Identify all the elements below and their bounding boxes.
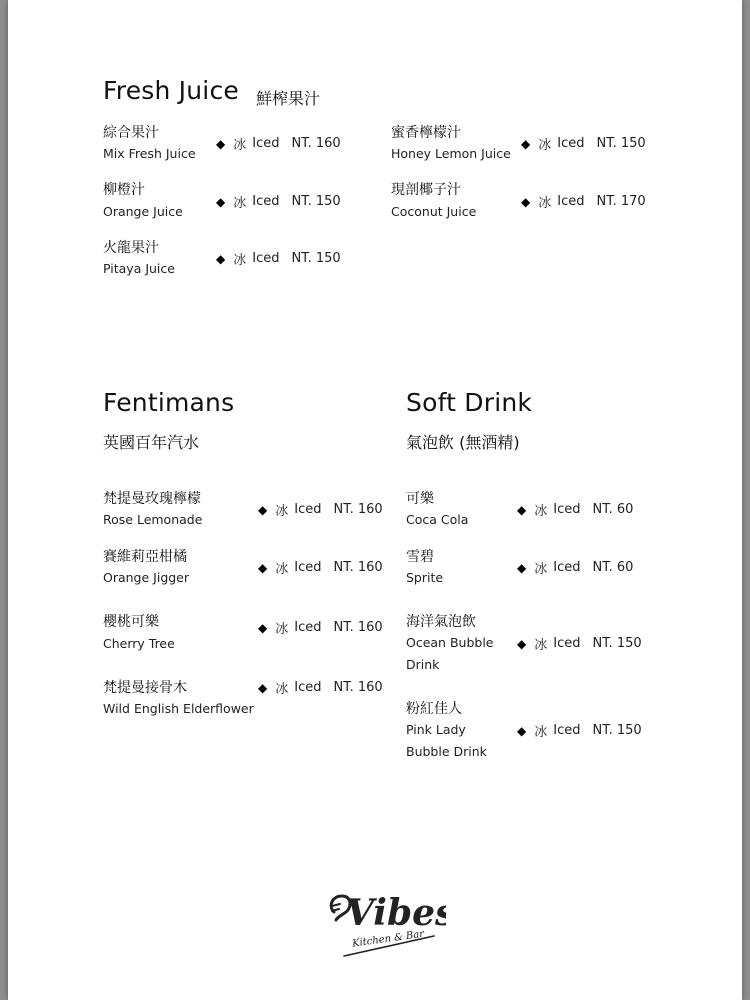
item-name-zh: 賽維莉亞柑橘 bbox=[103, 549, 187, 565]
item-name-en: Orange Jigger bbox=[103, 570, 190, 585]
item-price-row bbox=[216, 134, 341, 153]
diamond-bullet-icon: ◆ bbox=[216, 251, 226, 266]
diamond-bullet-icon: ◆ bbox=[521, 194, 531, 209]
diamond-bullet-icon: ◆ bbox=[521, 136, 531, 151]
item-price: NT. 160 bbox=[333, 620, 383, 635]
item-name-en: Honey Lemon Juice bbox=[391, 146, 511, 161]
item-name-en: Coconut Juice bbox=[391, 204, 477, 219]
item-name-zh: 梵提曼接骨木 bbox=[103, 680, 187, 696]
item-price-row bbox=[517, 721, 642, 740]
ice-label-en: Iced bbox=[553, 560, 581, 575]
ice-label-zh: 冰 bbox=[534, 725, 548, 740]
ice-label-en: Iced bbox=[252, 136, 280, 151]
item-name-en: Cherry Tree bbox=[103, 636, 175, 651]
item-name-en: Rose Lemonade bbox=[103, 512, 203, 527]
item-name-zh: 綜合果汁 bbox=[103, 125, 159, 141]
item-name-zh: 蜜香檸檬汁 bbox=[391, 125, 461, 141]
diamond-bullet-icon: ◆ bbox=[258, 620, 268, 635]
ice-label-zh: 冰 bbox=[233, 138, 247, 153]
item-name-en: Coca Cola bbox=[406, 512, 469, 527]
fresh-juice-title: Fresh Juice bbox=[103, 76, 239, 105]
vibes-logo-graphic bbox=[326, 880, 446, 960]
item-name-en: Wild English Elderflower bbox=[103, 701, 254, 716]
item-price: NT. 150 bbox=[592, 636, 642, 651]
ice-label-zh: 冰 bbox=[538, 196, 552, 211]
item-price: NT. 160 bbox=[333, 680, 383, 695]
item-price: NT. 160 bbox=[333, 502, 383, 517]
ice-label-en: Iced bbox=[553, 502, 581, 517]
diamond-bullet-icon: ◆ bbox=[216, 136, 226, 151]
item-name-zh: 雪碧 bbox=[406, 549, 434, 565]
item-price: NT. 150 bbox=[291, 194, 341, 209]
ice-label-en: Iced bbox=[294, 680, 322, 695]
item-price: NT. 150 bbox=[596, 136, 646, 151]
item-name-en: Pitaya Juice bbox=[103, 261, 175, 276]
item-name-zh: 火龍果汁 bbox=[103, 240, 159, 256]
item-name-zh: 現剖椰子汁 bbox=[391, 182, 461, 198]
logo-brand-text: Vibes bbox=[346, 892, 446, 934]
ice-label-zh: 冰 bbox=[275, 682, 289, 697]
diamond-bullet-icon: ◆ bbox=[517, 560, 527, 575]
ice-label-en: Iced bbox=[252, 194, 280, 209]
item-name-en-line1: Pink Lady bbox=[406, 722, 466, 737]
item-price-row bbox=[258, 558, 383, 577]
item-name-zh: 海洋氣泡飲 bbox=[406, 614, 476, 630]
item-price: NT. 60 bbox=[592, 560, 634, 575]
fentimans-title-zh: 英國百年汽水 bbox=[103, 433, 200, 452]
item-name-en-line2: Bubble Drink bbox=[406, 744, 487, 759]
item-price-row bbox=[521, 192, 646, 211]
fresh-juice-title-zh: 鮮榨果汁 bbox=[256, 89, 321, 108]
diamond-bullet-icon: ◆ bbox=[517, 636, 527, 651]
ice-label-zh: 冰 bbox=[538, 138, 552, 153]
vibes-logo bbox=[326, 880, 446, 960]
ice-label-zh: 冰 bbox=[275, 562, 289, 577]
item-price: NT. 170 bbox=[596, 194, 646, 209]
item-price-row bbox=[216, 192, 341, 211]
item-price: NT. 150 bbox=[592, 723, 642, 738]
item-price-row bbox=[517, 634, 642, 653]
item-name-en: Orange Juice bbox=[103, 204, 183, 219]
ice-label-en: Iced bbox=[557, 194, 585, 209]
ice-label-zh: 冰 bbox=[534, 562, 548, 577]
diamond-bullet-icon: ◆ bbox=[216, 194, 226, 209]
ice-label-en: Iced bbox=[294, 502, 322, 517]
diamond-bullet-icon: ◆ bbox=[258, 560, 268, 575]
item-name-en-line1: Ocean Bubble bbox=[406, 635, 494, 650]
item-name-zh: 柳橙汁 bbox=[103, 182, 145, 198]
ice-label-en: Iced bbox=[553, 636, 581, 651]
item-price-row bbox=[517, 558, 633, 577]
ice-label-en: Iced bbox=[553, 723, 581, 738]
item-price-row bbox=[521, 134, 646, 153]
ice-label-en: Iced bbox=[294, 560, 322, 575]
item-price-row bbox=[258, 500, 383, 519]
diamond-bullet-icon: ◆ bbox=[517, 502, 527, 517]
item-name-en-line2: Drink bbox=[406, 657, 440, 672]
diamond-bullet-icon: ◆ bbox=[258, 502, 268, 517]
diamond-bullet-icon: ◆ bbox=[258, 680, 268, 695]
item-price-row bbox=[517, 500, 633, 519]
soft-drink-title: Soft Drink bbox=[406, 388, 533, 417]
ice-label-zh: 冰 bbox=[534, 638, 548, 653]
ice-label-zh: 冰 bbox=[275, 622, 289, 637]
ice-label-en: Iced bbox=[294, 620, 322, 635]
fentimans-title: Fentimans bbox=[103, 388, 235, 417]
logo-tagline-text: Kitchen & Bar bbox=[351, 928, 425, 950]
item-name-zh: 可樂 bbox=[406, 491, 434, 507]
diamond-bullet-icon: ◆ bbox=[517, 723, 527, 738]
item-name-en: Mix Fresh Juice bbox=[103, 146, 196, 161]
menu-page bbox=[8, 0, 742, 1000]
item-name-zh: 粉紅佳人 bbox=[406, 701, 462, 717]
item-price: NT. 160 bbox=[333, 560, 383, 575]
ice-label-en: Iced bbox=[557, 136, 585, 151]
item-price: NT. 150 bbox=[291, 251, 341, 266]
ice-label-zh: 冰 bbox=[233, 196, 247, 211]
item-price-row bbox=[258, 678, 383, 697]
item-price-row bbox=[216, 249, 341, 268]
item-name-zh: 梵提曼玫瑰檸檬 bbox=[103, 491, 201, 507]
item-price: NT. 60 bbox=[592, 502, 634, 517]
item-name-zh: 櫻桃可樂 bbox=[103, 614, 159, 630]
item-name-en: Sprite bbox=[406, 570, 444, 585]
item-price: NT. 160 bbox=[291, 136, 341, 151]
ice-label-zh: 冰 bbox=[233, 253, 247, 268]
ice-label-zh: 冰 bbox=[534, 504, 548, 519]
ice-label-zh: 冰 bbox=[275, 504, 289, 519]
ice-label-en: Iced bbox=[252, 251, 280, 266]
item-price-row bbox=[258, 618, 383, 637]
soft-drink-title-zh: 氣泡飲 (無酒精) bbox=[406, 433, 520, 452]
